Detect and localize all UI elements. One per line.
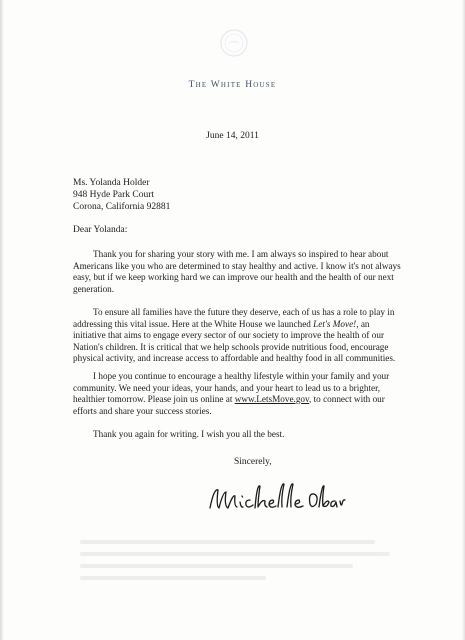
letsmove-link[interactable]: www.LetsMove.gov [234,394,310,404]
recipient-name: Ms. Yolanda Holder [73,178,150,188]
body-paragraph-1: Thank you for sharing your story with me. I am always so inspired to hear about Americans like you who are determined to stay healthy and active. I know it's not always easy, but if we keep working hard we can improve our health and the health of our next generation. [73,249,401,294]
paragraph-2-text-end: , an initiative that aims to engage every sector of our society to improve the health of our Nation's children. It is critical that we help schools provide nutritious food, encourage physical activity, and increase access to affordable and healthy food in all communities. [73,318,396,363]
lets-move-name: Let's Move! [313,318,357,329]
body-paragraph-2 [73,307,403,365]
paragraph-2-text-start: To ensure all families have the future they deserve, each of us has a role to play in addressing this vital issue. Here at the White House we launched [73,307,395,329]
letter-date: June 14, 2011 [206,131,259,141]
body-paragraph-3 [73,371,403,417]
closing: Sincerely, [234,457,272,467]
paragraph-3-text-start: I hope you continue to encourage a healthy lifestyle within your family and your community. We need your ideas, your hands, and your heart to lead us to a brighter, healthier tomorrow. Please join us online at [73,371,390,404]
page-edge-left [0,0,4,640]
letterhead-title: The White House [188,80,277,90]
recipient-address [73,177,170,213]
recipient-city-line: Corona, California 92881 [73,202,171,212]
paper-show-through [80,540,390,590]
signature [206,478,346,526]
body-paragraph-4: Thank you again for writing. I wish you all the best. [93,429,285,439]
salutation: Dear Yolanda: [73,225,128,235]
recipient-street: 948 Hyde Park Court [73,190,155,200]
presidential-seal-icon [219,28,249,58]
paragraph-3-text-end: , to connect with our efforts and share your success stories. [73,394,385,416]
